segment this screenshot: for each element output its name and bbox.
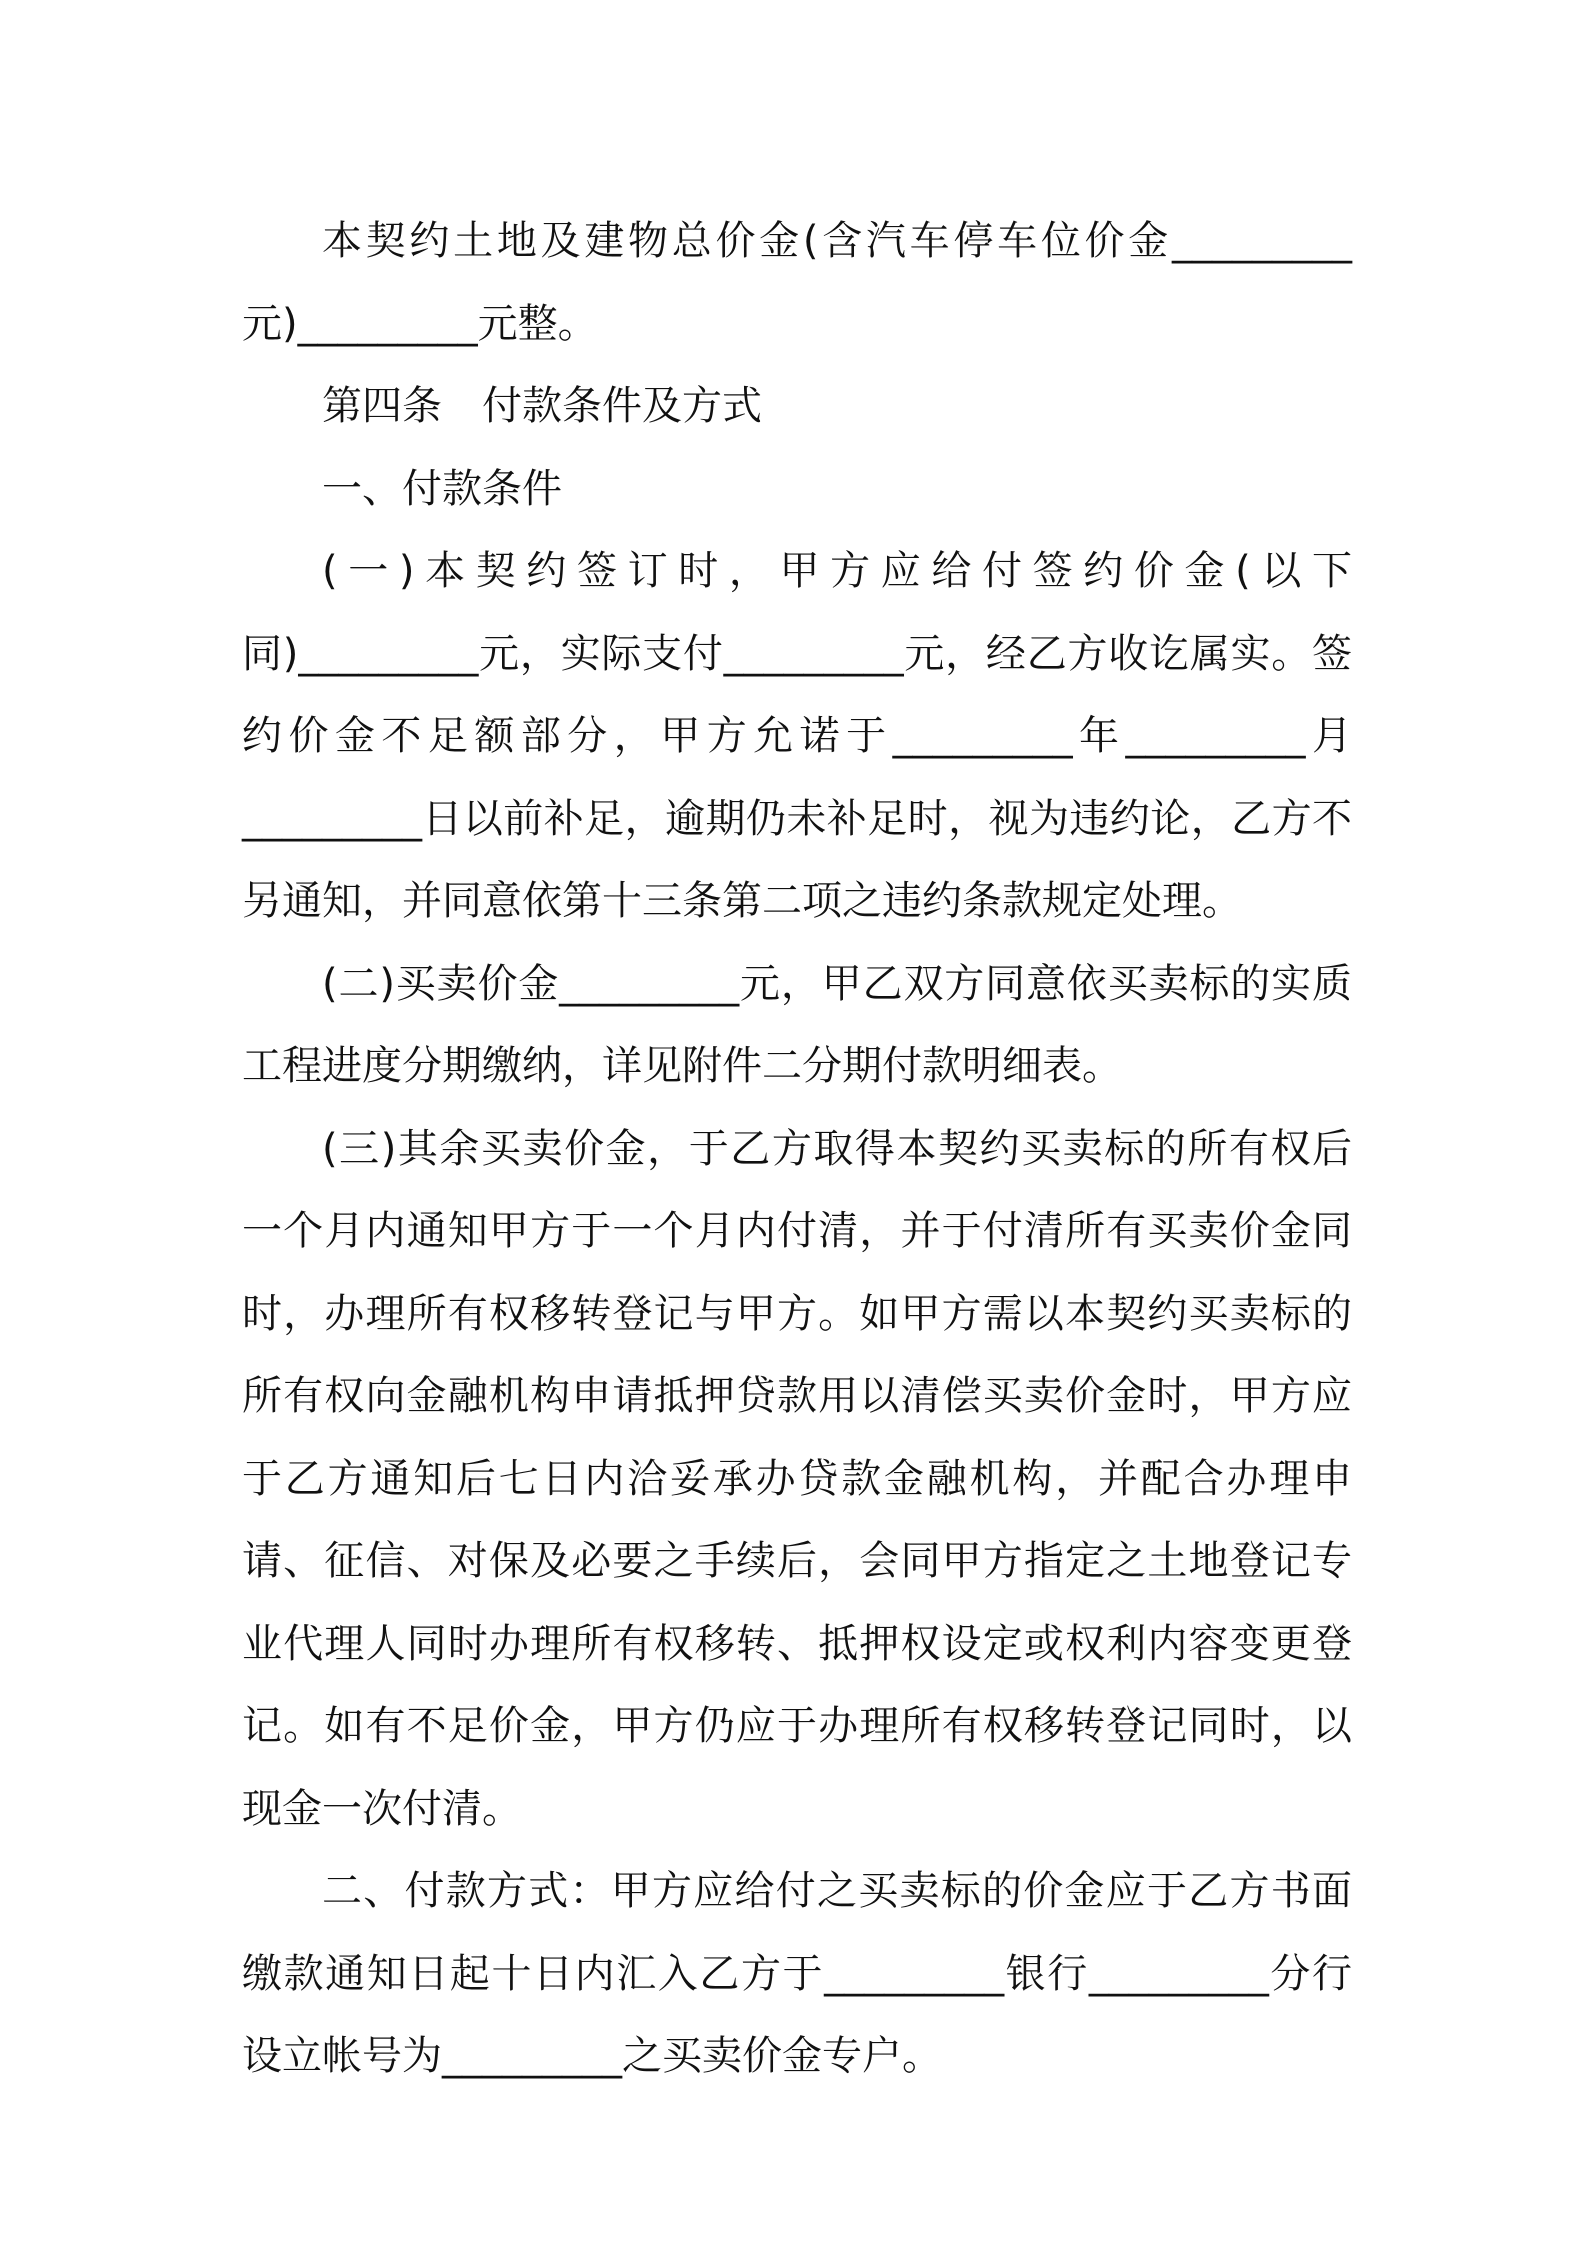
clause-three-paragraph: (三)其余买卖价金，于乙方取得本契约买卖标的所有权后一个月内通知甲方于一个月内付清，并于付清所有买卖价金同时，办理所有权移转登记与甲方。如甲方需以本契约买卖标的所有权向金融机构申请抵押贷款用以清偿买卖价金时，甲方应于乙方通知后七日内洽妥承办贷款金融机构，并配合办理申请、征信、对保及必要之手续后，会同甲方指定之土地登记专业代理人同时办理所有权移转、抵押权设定或权利内容变更登记。如有不足价金，甲方仍应于办理所有权移转登记同时，以现金一次付清。	[242, 1125, 1352, 1832]
article-four-heading: 第四条 付款条件及方式	[322, 383, 762, 429]
clause-two-paragraph: (二)买卖价金_________元，甲乙双方同意依买卖标的实质工程进度分期缴纳，详见附件二分期付款明细表。	[242, 960, 1352, 1089]
payment-method-paragraph: 二、付款方式：甲方应给付之买卖标的价金应于乙方书面缴款通知日起十日内汇入乙方于_________银行_________分行设立帐号为_________之买卖价金专户。	[242, 1868, 1352, 2079]
payment-conditions-heading: 一、付款条件	[322, 465, 562, 512]
clause-one-paragraph: (一)本契约签订时，甲方应给付签约价金(以下同)_________元，实际支付_________元，经乙方收讫属实。签约价金不足额部分，甲方允诺于_________年_________月_________日以前补足，逾期仍未补足时，视为违约论，乙方不另通知，并同意依第十三条第二项之违约条款规定处理。	[242, 548, 1352, 924]
total-price-paragraph: 本契约土地及建物总价金(含汽车停车位价金_________元)_________元整。	[242, 218, 1352, 347]
document-page	[242, 200, 1352, 2098]
